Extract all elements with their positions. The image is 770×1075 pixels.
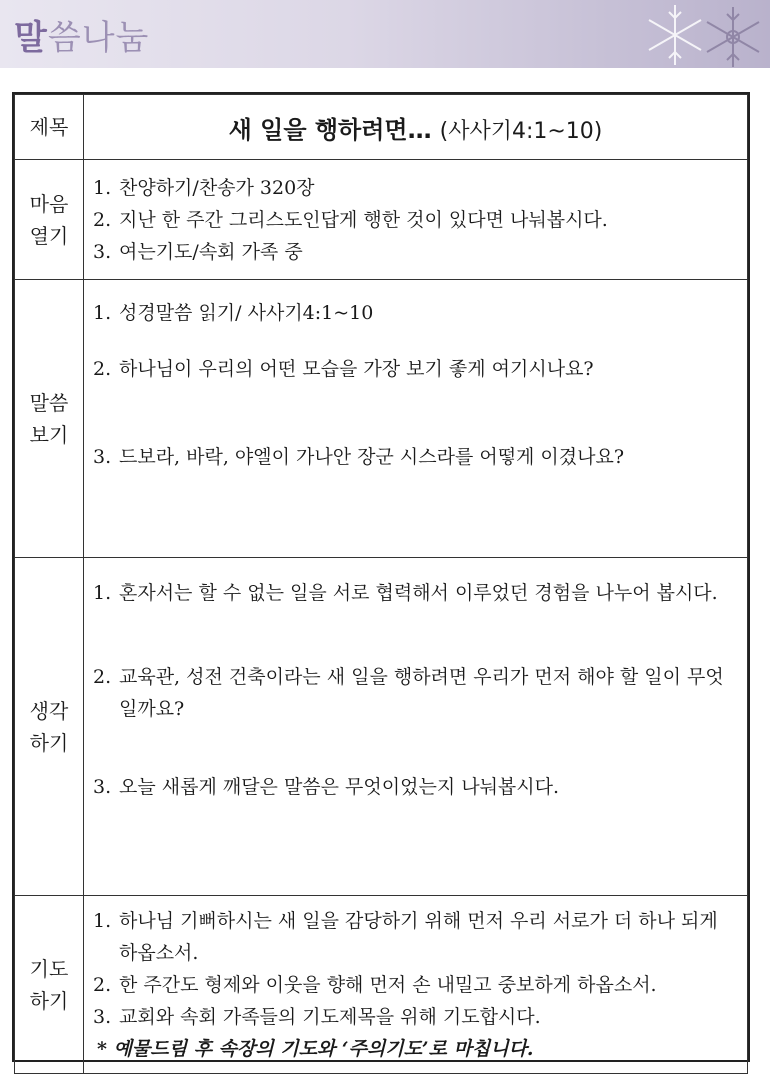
section-label-pray: 기도 하기 [15,896,84,1074]
list-item: 2. 교육관, 성전 건축이라는 새 일을 행하려면 우리가 먼저 해야 할 일이 무엇일까요? [93,666,724,720]
sermon-title-text: 새 일을 행하려면… [228,115,432,144]
list-item: 3. 여는기도/속회 가족 중 [93,240,303,263]
closing-note: * 예물드림 후 속장의 기도와 ‘주의기도’로 마칩니다. [97,1037,534,1060]
sharing-table [12,92,750,1062]
list-item: 3. 교회와 속회 가족들의 기도제목을 위해 기도합시다. [93,1005,541,1028]
sermon-title [84,95,748,160]
section-label-think: 생각 하기 [15,558,84,896]
section-think [84,558,748,896]
section-word [84,280,748,558]
list-item: 1. 성경말씀 읽기/ 사사기4:1~10 [93,302,374,324]
section-label-word: 말씀 보기 [15,280,84,558]
section-label-open: 마음 열기 [15,160,84,280]
list-item: 3. 오늘 새롭게 깨달은 말씀은 무엇이었는지 나눠봅시다. [93,776,560,798]
list-item: 1. 하나님 기뻐하시는 새 일을 감당하기 위해 먼저 우리 서로가 더 하나 되게 하옵소서. [93,909,718,964]
title-label: 제목 [15,95,84,160]
list-item: 1. 찬양하기/찬송가 320장 [93,176,315,199]
scripture-reference: (사사기4:1~10) [439,118,603,144]
list-item: 2. 지난 한 주간 그리스도인답게 행한 것이 있다면 나눠봅시다. [93,208,608,231]
section-pray [84,896,748,1074]
banner-title: 말씀나눔 [14,18,150,58]
list-item: 2. 한 주간도 형제와 이웃을 향해 먼저 손 내밀고 중보하게 하옵소서. [93,973,657,996]
list-item: 1. 혼자서는 할 수 없는 일을 서로 협력해서 이루었던 경험을 나누어 봅시다. [93,582,718,604]
header-banner [0,0,770,68]
list-item: 2. 하나님이 우리의 어떤 모습을 가장 보기 좋게 여기시나요? [93,358,594,380]
section-open [84,160,748,280]
list-item: 3. 드보라, 바락, 야엘이 가나안 장군 시스라를 어떻게 이겼나요? [93,446,625,468]
snowflake-icon [700,4,766,68]
